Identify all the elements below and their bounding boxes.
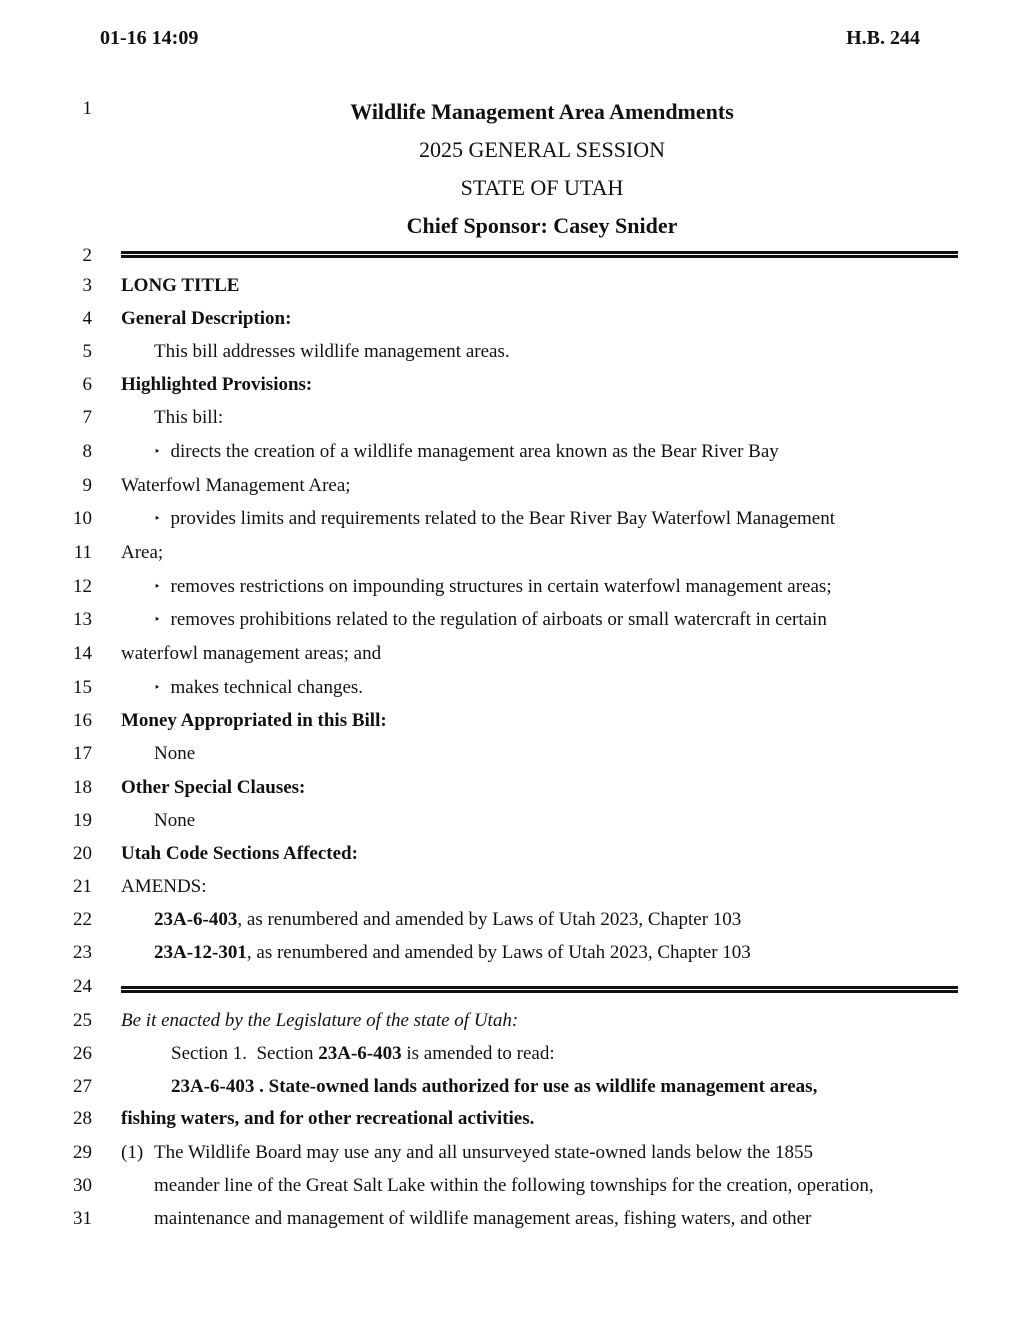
provision-text: removes restrictions on impounding structures in certain waterfowl management areas;: [170, 576, 832, 597]
money-appropriated-value: None: [154, 743, 196, 764]
bullet-icon: ‣: [154, 446, 161, 458]
bullet-icon: ‣: [154, 614, 161, 626]
provision-continuation: Area;: [121, 542, 164, 563]
timestamp: 01-16 14:09: [100, 27, 199, 49]
line-number: 10: [73, 508, 92, 529]
subsection-text: maintenance and management of wildlife management areas, fishing waters, and other: [154, 1208, 812, 1229]
double-rule-divider: [121, 986, 958, 993]
provision-text: provides limits and requirements related to the Bear River Bay Waterfowl Management: [170, 508, 835, 529]
this-bill-label: This bill:: [154, 407, 224, 428]
line-number: 7: [82, 407, 92, 428]
line-number: 24: [73, 976, 92, 997]
section-intro-code: 23A-6-403: [318, 1043, 402, 1064]
provision-item: [154, 677, 363, 699]
section-heading-continuation: fishing waters, and for other recreational activities.: [121, 1108, 535, 1129]
line-number: 12: [73, 576, 92, 597]
provision-continuation: waterfowl management areas; and: [121, 643, 382, 664]
line-number: 29: [73, 1142, 92, 1163]
section-history: , as renumbered and amended by Laws of Utah 2023, Chapter 103: [237, 909, 742, 930]
line-number: 9: [82, 475, 92, 496]
special-clauses-value: None: [154, 810, 196, 831]
line-number: 31: [73, 1208, 92, 1229]
line-number: 2: [82, 245, 92, 266]
chief-sponsor: Chief Sponsor: Casey Snider: [406, 213, 678, 238]
line-number: 6: [82, 374, 92, 395]
enacting-clause: Be it enacted by the Legislature of the state of Utah:: [121, 1010, 519, 1031]
section-intro-prefix: Section 1. Section: [171, 1043, 319, 1064]
provision-text: makes technical changes.: [170, 677, 364, 698]
section-code: 23A-12-301: [154, 942, 247, 963]
subsection-text: meander line of the Great Salt Lake within the following townships for the creation, operation,: [154, 1175, 874, 1196]
line-number: 4: [82, 308, 92, 329]
double-rule-divider: [121, 251, 958, 258]
state-label: STATE OF UTAH: [460, 175, 624, 200]
money-appropriated-label: Money Appropriated in this Bill:: [121, 710, 387, 731]
bullet-icon: ‣: [154, 513, 161, 525]
section-history: , as renumbered and amended by Laws of Utah 2023, Chapter 103: [246, 942, 751, 963]
line-number: 20: [73, 843, 92, 864]
subsection-marker: (1): [121, 1142, 144, 1163]
bill-number: H.B. 244: [846, 27, 920, 49]
line-number: 16: [73, 710, 92, 731]
bill-title: Wildlife Management Area Amendments: [350, 99, 734, 124]
section-heading: 23A-6-403 . State-owned lands authorized for use as wildlife management areas,: [171, 1076, 818, 1097]
code-sections-label: Utah Code Sections Affected:: [121, 843, 358, 864]
line-number: 8: [82, 441, 92, 462]
line-number: 13: [73, 609, 92, 630]
line-number: 5: [82, 341, 92, 362]
line-number: 25: [73, 1010, 92, 1031]
amended-section-entry: [154, 909, 741, 931]
section-intro: [171, 1043, 555, 1065]
provision-text: directs the creation of a wildlife management area known as the Bear River Bay: [170, 441, 779, 462]
session-label: 2025 GENERAL SESSION: [418, 137, 666, 162]
section-code: 23A-6-403: [154, 909, 238, 930]
amends-label: AMENDS:: [121, 876, 207, 897]
provision-item: [154, 576, 832, 598]
long-title-heading: LONG TITLE: [121, 275, 240, 296]
provision-item: [154, 441, 779, 463]
line-number: 11: [73, 542, 92, 563]
line-number: 27: [73, 1076, 92, 1097]
provision-text: removes prohibitions related to the regulation of airboats or small watercraft in certain: [170, 609, 827, 630]
amended-section-entry: [154, 942, 751, 964]
line-number: 17: [73, 743, 92, 764]
general-description-label: General Description:: [121, 308, 292, 329]
line-number: 18: [73, 777, 92, 798]
provision-item: [154, 508, 835, 530]
section-intro-suffix: is amended to read:: [401, 1043, 555, 1064]
line-number: 23: [73, 942, 92, 963]
line-number: 14: [73, 643, 92, 664]
general-description-text: This bill addresses wildlife management areas.: [154, 341, 510, 362]
line-number: 1: [82, 98, 92, 119]
line-number: 22: [73, 909, 92, 930]
bullet-icon: ‣: [154, 682, 161, 694]
line-number: 21: [73, 876, 92, 897]
line-number: 30: [73, 1175, 92, 1196]
subsection-text: The Wildlife Board may use any and all unsurveyed state-owned lands below the 1855: [154, 1142, 813, 1163]
highlighted-provisions-label: Highlighted Provisions:: [121, 374, 313, 395]
provision-continuation: Waterfowl Management Area;: [121, 475, 351, 496]
line-number: 15: [73, 677, 92, 698]
line-number: 28: [73, 1108, 92, 1129]
line-number: 3: [82, 275, 92, 296]
provision-item: [154, 609, 827, 631]
special-clauses-label: Other Special Clauses:: [121, 777, 306, 798]
line-number: 26: [73, 1043, 92, 1064]
bullet-icon: ‣: [154, 581, 161, 593]
line-number: 19: [73, 810, 92, 831]
